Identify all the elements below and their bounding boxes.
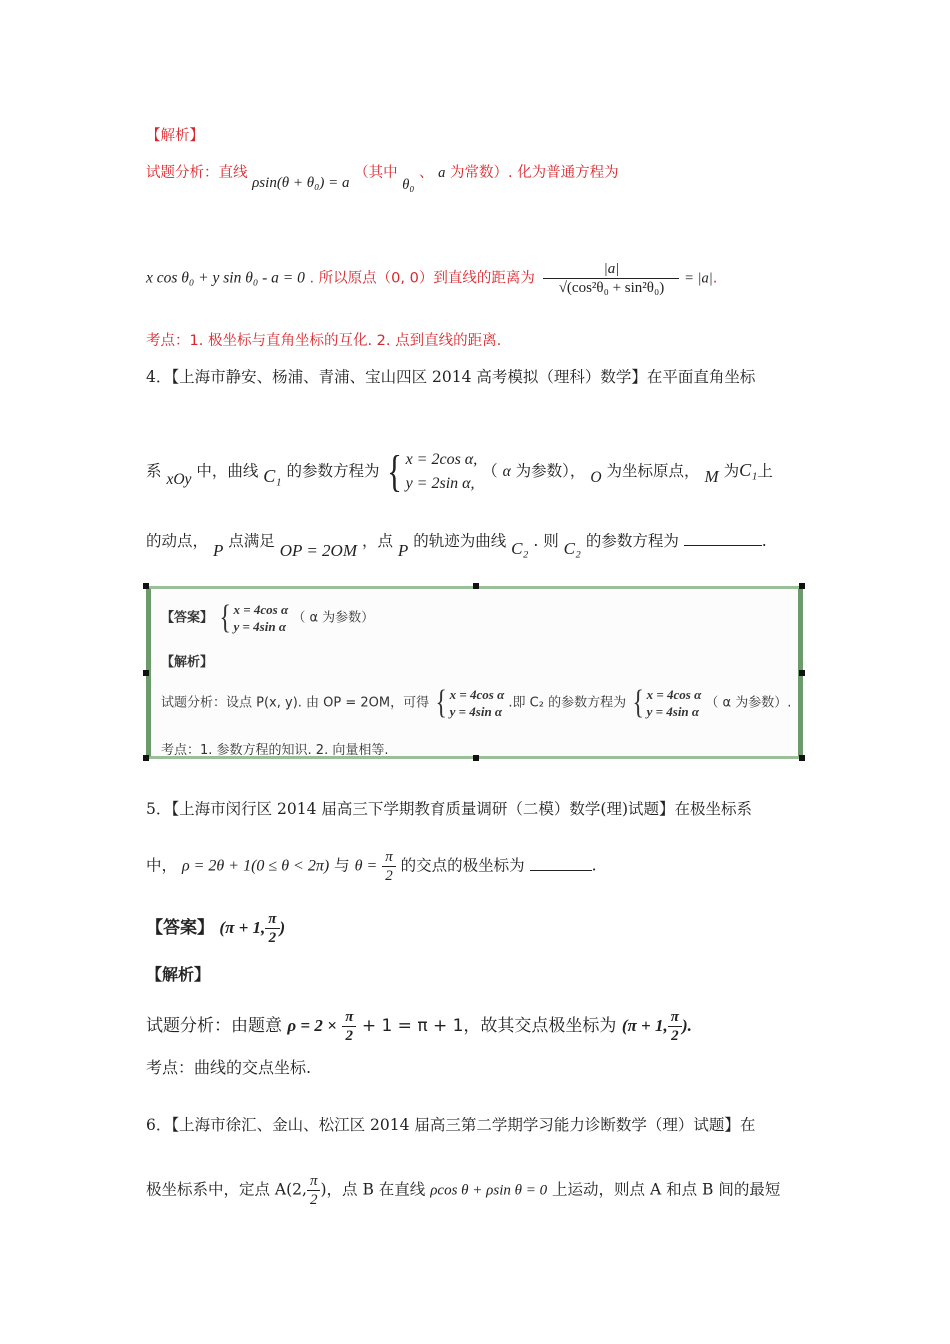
q3-normal-equation: x cos θ₀ + y sin θ₀ - a = 0 [146,269,305,287]
q5-kaodian: 考点：曲线的交点坐标. [146,1058,312,1077]
q4-system-brace: { [387,447,403,496]
q5-answer [146,910,285,947]
frac-num: π [382,848,396,867]
q3-text: . 所以原点（0, 0）到直线的距离为 [309,270,535,287]
q4-box-ans-x: x = 4cos α [233,602,289,617]
q4-text: 点满足 [228,532,275,550]
q5-answer-blank [530,856,592,871]
q4-box-analysis-line: 试题分析：设点 P(x, y). 由 OP = 2OM，可得 { x = 4cos α y = 4sin α .即 C₂ 的参数方程为 { x = 4cos α y = 4sin α （ α 为参数）. [161,684,792,721]
q5-result-close: ). [681,1016,692,1035]
resize-handle[interactable] [143,583,149,589]
q6-line-equation: ρcos θ + ρsin θ = 0 [430,1182,548,1199]
q5-answer-label: 【答案】 [146,918,214,938]
q6-text: 极坐标系中，定点 A(2, [146,1180,307,1199]
q4-curve-c2: C₂ [563,539,581,558]
q3-text: 为常数）. 化为普通方程为 [449,165,619,181]
q3-text: （其中 [354,165,398,181]
q4-curve-c2: C₂ [511,539,529,558]
frac-den: 2 [385,868,393,884]
q6-pi-over-2 [307,1172,321,1209]
frac-den: 2 [671,1028,679,1044]
q4-box-sys-x: x = 4cos α [449,687,505,702]
q4-point-p: P [212,541,224,560]
resize-handle[interactable] [473,755,479,761]
frac-num: π [342,1008,356,1027]
frac-num: π [265,910,279,929]
q5-answer-fraction [265,910,279,947]
q6-text: 上运动，则点 A 和点 B 间的最短 [552,1180,781,1199]
frac-den: 2 [268,930,277,946]
q5-rho-expression: ρ = 2 × [287,1016,337,1035]
q5-text: 的交点的极坐标为 [400,856,525,875]
q5-text: 与 [334,856,350,875]
frac-num: π [307,1172,321,1191]
q4-box-sys-y: y = 4sin α [449,704,503,719]
resize-handle[interactable] [799,755,805,761]
q4-box-ans-y: y = 4sin α [233,619,287,634]
q4-box-kaodian: 考点：1. 参数方程的知识. 2. 向量相等. [161,743,389,758]
q4-sys-x: x = 2cos α, [405,451,478,468]
q4-point-p: P [397,541,409,560]
q4-box-result-y: y = 4sin α [646,704,700,719]
q4-origin-o: O [590,469,602,486]
q4-text: 为参数）， [515,462,586,480]
q4-alpha: α [502,463,511,480]
q5-text: + 1 = π + 1，故其交点极坐标为 [361,1016,617,1036]
q4-curve-c1: C₁ [263,466,282,486]
q4-text: ，点 [361,532,393,550]
q3-analysis-line2: x cos θ₀ + y sin θ₀ - a = 0 . 所以原点（0, 0）到直线的距离为 $\frac{|a|}{\text{√(cos²θ₀ + sin²θ₀)}}$ = |a|. [146,261,718,296]
q5-stem-line1: 5．【上海市闵行区 2014 届高三下学期教育质量调研（二模）数学(理)试题】在极坐标系 [146,800,753,818]
q4-answer-image [146,586,803,759]
q4-xoy: xOy [166,471,192,488]
q5-theta: θ = [354,857,378,875]
q4-text: 的参数方程为 [286,462,380,480]
resize-handle[interactable] [473,583,479,589]
q5-result: (π + 1, [621,1016,668,1035]
q3-text: 试题分析：直线 [146,165,248,181]
q4-point-m: M [704,467,719,486]
q3-distance-denominator: √(cos²θ₀ + sin²θ₀) [558,280,665,296]
resize-handle[interactable] [143,755,149,761]
q6-stem-line2 [146,1172,780,1209]
resize-handle[interactable] [799,583,805,589]
q3-distance-numerator: |a| [543,260,679,279]
q4-curve-c1: C₁ [739,460,758,480]
q4-text: 系 [146,462,162,480]
q3-analysis-line1 [146,162,619,193]
q4-text: 上 [757,462,773,480]
q5-text: 中， [146,856,178,875]
q4-stem-line3 [146,530,767,560]
q3-theta0: θ₀ [402,177,415,193]
q4-box-analysis-label: 【解析】 [161,655,214,670]
q4-parametric-system [406,448,478,496]
q4-stem-line1: 4．【上海市静安、杨浦、青浦、宝山四区 2014 高考模拟（理科）数学】在平面直角坐标 [146,368,756,386]
q5-text: 试题分析：由题意 [146,1016,282,1036]
q4-vector-relation: OP = 2OM [279,541,357,560]
q4-text: 中，曲线 [196,462,259,480]
analysis-heading: 【解析】 [146,128,204,144]
resize-handle[interactable] [799,670,805,676]
q5-text: . [591,856,597,875]
q4-text: （ [482,462,498,480]
q4-sys-y: y = 2sin α, [405,475,475,492]
frac-num: π [668,1008,682,1027]
q4-box-ans-note: （ α 为参数） [292,610,375,626]
q4-text: 的参数方程为 [585,532,679,550]
q3-a-symbol: a [438,165,446,181]
q4-answer-blank [684,531,762,546]
q4-box-text: .即 C₂ 的参数方程为 [508,695,627,711]
q5-stem-line2 [146,848,597,885]
q4-box-text: 试题分析：设点 P(x, y). 由 OP = 2OM，可得 [161,695,430,711]
q4-text: . 则 [533,532,559,550]
q6-text: )，点 B 在直线 [320,1180,426,1199]
q5-pi-over-2 [382,848,396,885]
q3-kaodian: 考点：1. 极坐标与直角坐标的互化. 2. 点到直线的距离. [146,333,502,349]
q4-text: 的轨迹为曲线 [413,532,507,550]
q3-sep: 、 [419,165,434,181]
q5-answer-close: ) [279,918,286,937]
q4-box-result-x: x = 4cos α [646,687,702,702]
q4-box-answer-label: 【答案】 [161,610,214,626]
q5-analysis-line [146,1008,692,1045]
frac-den: 2 [345,1028,354,1044]
resize-handle[interactable] [143,670,149,676]
q3-distance-fraction [543,260,679,297]
q5-spiral-equation: ρ = 2θ + 1(0 ≤ θ < 2π) [181,857,330,875]
q5-answer-value: (π + 1, [219,918,266,937]
q4-text: 的动点， [146,532,209,550]
q5-fraction [342,1008,356,1045]
q3-distance-result: = |a| [684,270,713,287]
q4-box-answer [161,601,374,635]
q6-stem-line1: 6．【上海市徐汇、金山、松江区 2014 届高三第二学期学习能力诊断数学（理）试题】在 [146,1116,756,1134]
q5-result-fraction [668,1008,682,1045]
q4-text: 为坐标原点， [606,462,700,480]
q4-text: . [761,532,767,550]
q4-text: 为 [723,462,740,480]
q4-box-text: （ α 为参数）. [705,695,792,711]
q5-analysis-label: 【解析】 [146,965,211,984]
frac-den: 2 [309,1192,318,1208]
q3-line-equation: ρsin(θ + θ₀) = a [252,175,350,191]
q4-stem-line2 [146,440,773,502]
q4-box-brace: { [219,599,232,636]
